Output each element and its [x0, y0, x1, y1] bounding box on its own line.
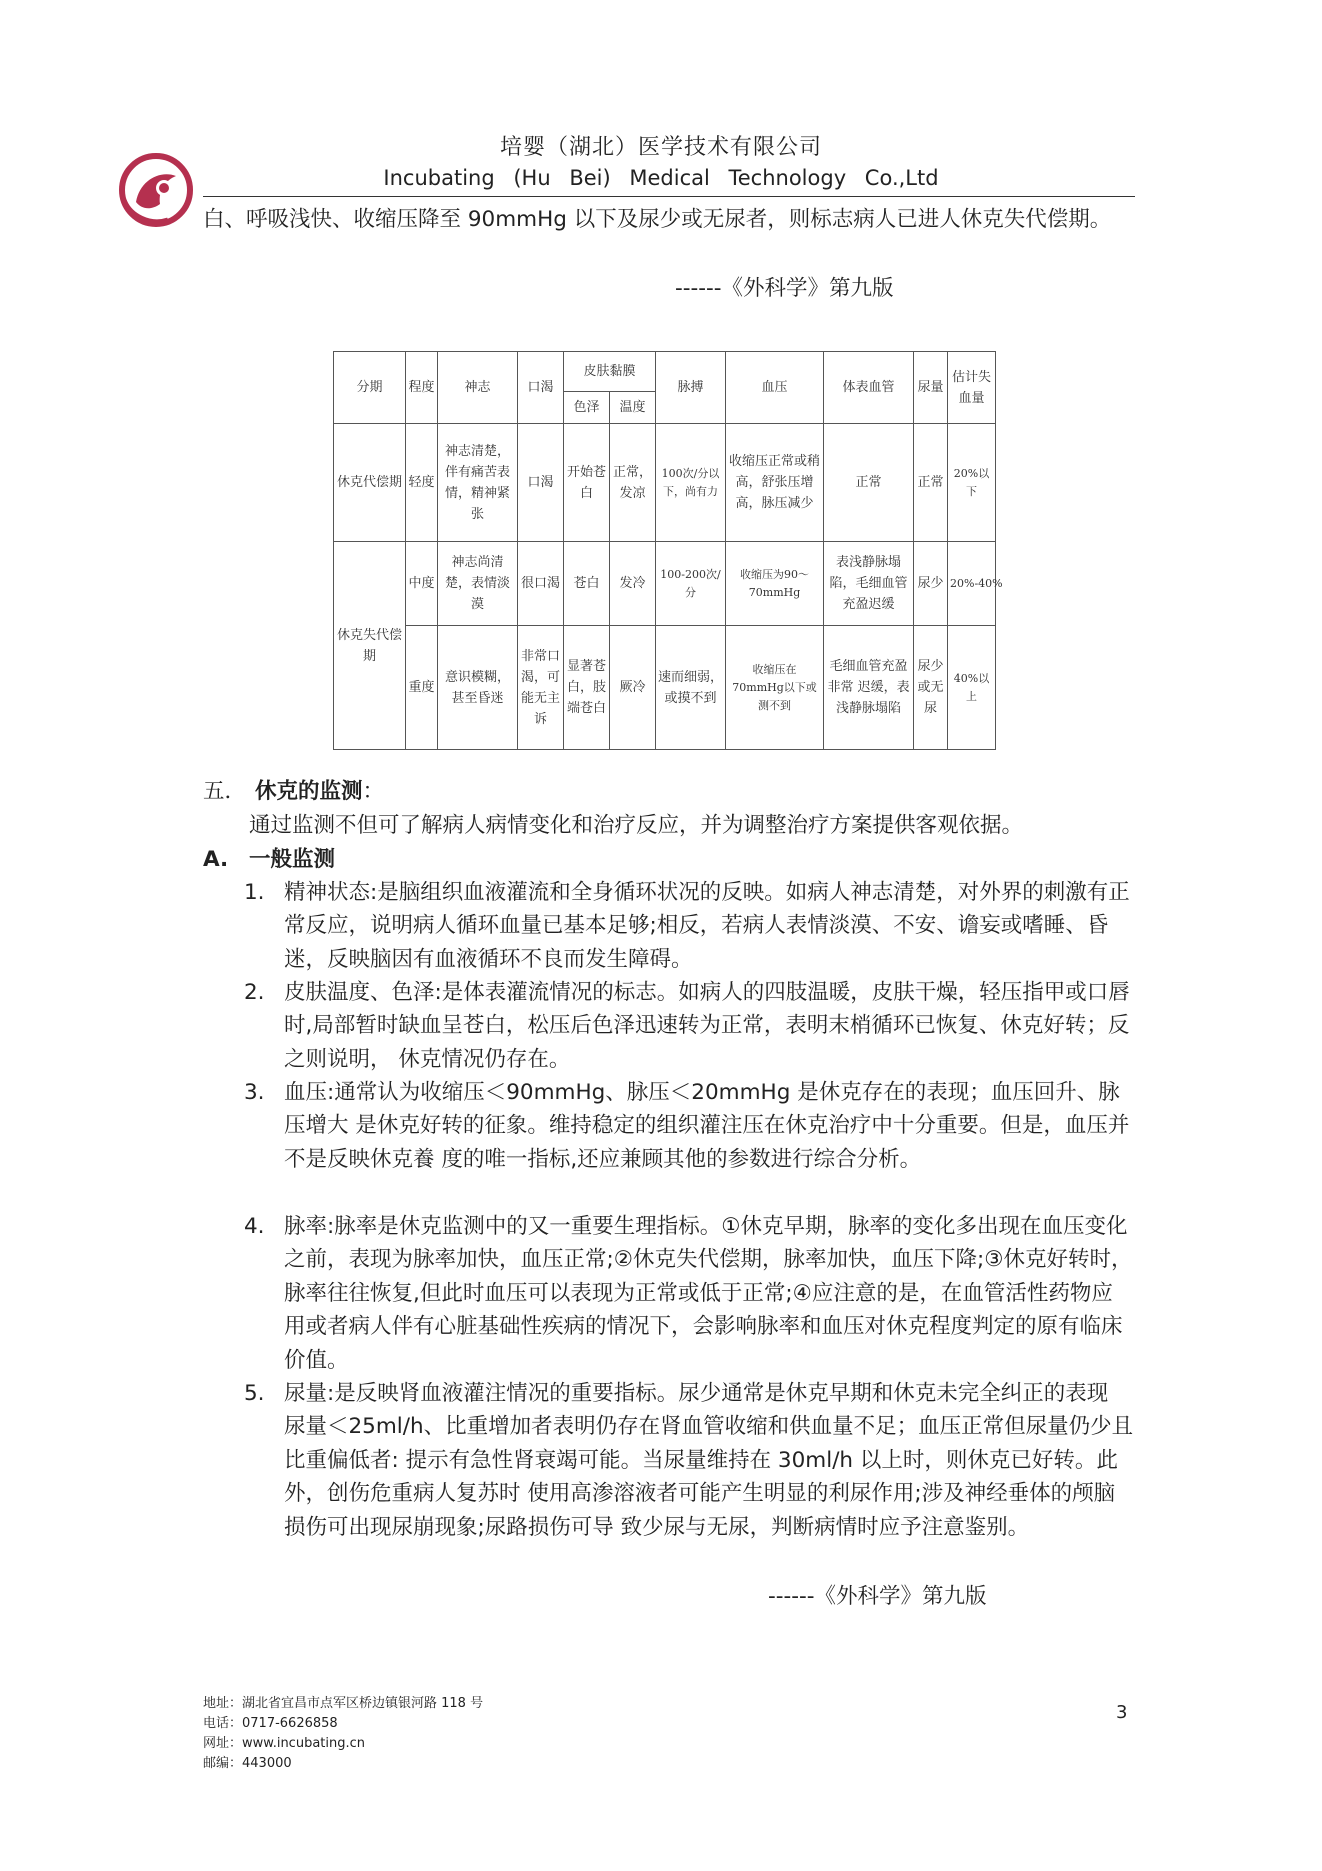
- section-intro: 通过监测不但可了解病人病情变化和治疗反应，并为调整治疗方案提供客观依据。: [249, 813, 1024, 838]
- continuation-paragraph: 白、呼吸浅快、收缩压降至 90mmHg 以下及尿少或无尿者，则标志病人已进人休克失代偿期。: [203, 207, 1112, 232]
- row1-bp: 收缩压正常或稍高，舒张压增高，脉压减少: [726, 424, 824, 542]
- row1-skin-temp: 正常，发凉: [610, 424, 656, 542]
- row1-urine: 正常: [914, 424, 948, 542]
- company-name-cn: 培婴（湖北）医学技术有限公司: [499, 135, 822, 160]
- footer-phone: 电话：0717-6626858: [203, 1716, 338, 1731]
- row3-blood-loss: 40%以上: [948, 626, 996, 750]
- row2-skin-temp: 发冷: [610, 542, 656, 626]
- list-item: [244, 876, 1134, 976]
- subsection-heading: [203, 842, 335, 873]
- list-item-number: 2.: [244, 980, 265, 1005]
- list-item-number: 1.: [244, 880, 265, 905]
- row1-mind: 神志清楚，伴有痛苦表情，精神紧张: [438, 424, 518, 542]
- list-item-number: 3.: [244, 1080, 265, 1105]
- row1-blood-loss: 20%以下: [948, 424, 996, 542]
- th-stage: 分期: [334, 352, 406, 424]
- row1-pulse: 100次/分以下，尚有力: [656, 424, 726, 542]
- company-logo-icon: [116, 150, 196, 230]
- section-title: 休克的监测: [255, 779, 363, 804]
- th-pulse: 脉搏: [656, 352, 726, 424]
- th-skin-color: 色泽: [564, 392, 610, 424]
- list-item-number: 5.: [244, 1381, 265, 1406]
- th-thirst: 口渴: [518, 352, 564, 424]
- row2-vessels: 表浅静脉塌陷，毛细血管充盈迟缓: [824, 542, 914, 626]
- list-item-text: 精神状态:是脑组织血液灌流和全身循环状况的反映。如病人神志清楚，对外界的刺激有正常反应，说明病人循环血量已基本足够;相反，若病人表情淡漠、不安、谵妄或嗜睡、昏迷，反映脑因有血液循环不良而发生障碍。: [284, 880, 1130, 972]
- footer-postcode: 邮编：443000: [203, 1756, 292, 1771]
- row3-vessels: 毛细血管充盈非常 迟缓，表浅静脉塌陷: [824, 626, 914, 750]
- row2-pulse: 100-200次/分: [656, 542, 726, 626]
- list-item: [244, 1210, 1134, 1377]
- th-skin-temp: 温度: [610, 392, 656, 424]
- row2-urine: 尿少: [914, 542, 948, 626]
- row3-pulse: 速而细弱，或摸不到: [656, 626, 726, 750]
- section-heading: [203, 774, 384, 805]
- row3-skin-color: 显著苍白，肢端苍白: [564, 626, 610, 750]
- company-name-en: Incubating (Hu Bei) Medical Technology Co.,Ltd: [383, 166, 939, 190]
- row3-bp: 收缩压在70mmHg以下或测不到: [726, 626, 824, 750]
- th-bp: 血压: [726, 352, 824, 424]
- row2-skin-color: 苍白: [564, 542, 610, 626]
- footer-address: 地址：湖北省宜昌市点军区桥边镇银河路 118 号: [203, 1696, 484, 1711]
- th-degree: 程度: [406, 352, 438, 424]
- row3-skin-temp: 厥冷: [610, 626, 656, 750]
- row1-skin-color: 开始苍白: [564, 424, 610, 542]
- th-skin: 皮肤黏膜: [564, 352, 656, 392]
- citation-top: ------《外科学》第九版: [675, 276, 894, 301]
- row1-stage: 休克代偿期: [334, 424, 406, 542]
- th-urine: 尿量: [914, 352, 948, 424]
- list-item: [244, 976, 1134, 1076]
- row3-mind: 意识模糊，甚至昏迷: [438, 626, 518, 750]
- list-item: [244, 1377, 1134, 1544]
- row2-blood-loss: 20%-40%: [948, 542, 996, 626]
- th-blood-loss: 估计失血量: [948, 352, 996, 424]
- list-item-text: 皮肤温度、色泽:是体表灌流情况的标志。如病人的四肢温暖，皮肤干燥，轻压指甲或口唇时,局部暂时缺血呈苍白，松压后色泽迅速转为正常，表明末梢循环已恢复、休克好转；反之则说明， 休克情况仍存在。: [284, 980, 1130, 1072]
- row1-thirst: 口渴: [518, 424, 564, 542]
- section-number: 五．: [203, 779, 247, 804]
- row1-degree: 轻度: [406, 424, 438, 542]
- footer-website[interactable]: 网址：www.incubating.cn: [203, 1736, 366, 1751]
- th-vessels: 体表血管: [824, 352, 914, 424]
- subsection-title: 一般监测: [249, 847, 336, 872]
- section-colon: ：: [362, 779, 385, 804]
- list-item-number: 4.: [244, 1214, 265, 1239]
- row1-vessels: 正常: [824, 424, 914, 542]
- citation-bottom: ------《外科学》第九版: [768, 1584, 987, 1609]
- row3-thirst: 非常口渴，可能无主诉: [518, 626, 564, 750]
- row3-urine: 尿少或无尿: [914, 626, 948, 750]
- row2-bp: 收缩压为90～70mmHg: [726, 542, 824, 626]
- shock-classification-table: [333, 351, 1003, 750]
- row2-mind: 神志尚清楚，表情淡漠: [438, 542, 518, 626]
- row2-stage: 休克失代偿期: [334, 542, 406, 750]
- row2-degree: 中度: [406, 542, 438, 626]
- list-item-text: 尿量:是反映肾血液灌注情况的重要指标。尿少通常是休克早期和休克未完全纠正的表现 尿量＜25ml/h、比重增加者表明仍存在肾血管收缩和供血量不足；血压正常但尿量仍少且比重偏低者: 提示有急性肾衰竭可能。当尿量维持在 30ml/h 以上时，则休克已好转。此外，创伤危重病人复苏时 使用高渗溶液者可能产生明显的利尿作用;涉及神经垂体的颅脑损伤可出现尿崩现象;尿路损伤可导 致少尿与无尿，判断病情时应予注意鉴别。: [284, 1381, 1134, 1540]
- list-item-text: 脉率:脉率是休克监测中的又一重要生理指标。①休克早期，脉率的变化多出现在血压变化之前，表现为脉率加快，血压正常;②休克失代偿期，脉率加快，血压下降;③休克好转时，脉率往往恢复,但此时血压可以表现为正常或低于正常;④应注意的是，在血管活性药物应用或者病人伴有心脏基础性疾病的情况下，会影响脉率和血压对休克程度判定的原有临床价值。: [284, 1214, 1133, 1373]
- list-item-text: 血压:通常认为收缩压＜90mmHg、脉压＜20mmHg 是休克存在的表现；血压回升、脉压增大 是休克好转的征象。维持稳定的组织灌注压在休克治疗中十分重要。但是，血压并不是反映休克養 度的唯一指标,还应兼顾其他的参数进行综合分析。: [284, 1080, 1130, 1172]
- row2-thirst: 很口渴: [518, 542, 564, 626]
- subsection-number: A.: [203, 847, 229, 872]
- header-divider: [203, 196, 1135, 197]
- list-item: [244, 1076, 1134, 1176]
- row3-degree: 重度: [406, 626, 438, 750]
- page-number: 3: [1116, 1702, 1128, 1723]
- th-mind: 神志: [438, 352, 518, 424]
